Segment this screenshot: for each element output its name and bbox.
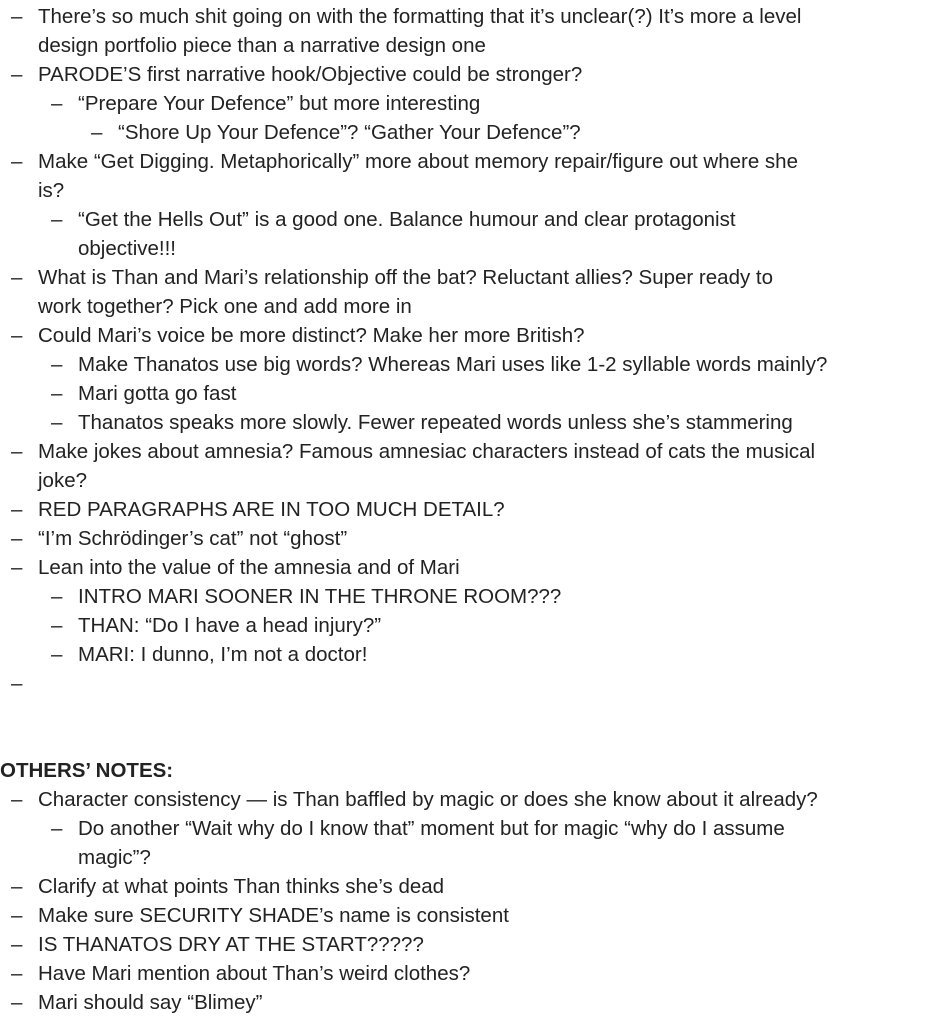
list-item-text: Clarify at what points Than thinks she’s dead bbox=[38, 875, 445, 898]
bullet-dash: – bbox=[11, 5, 23, 28]
list-item-text: joke? bbox=[38, 469, 88, 492]
list-item-text: What is Than and Mari’s relationship off the bat? Reluctant allies? Super ready to bbox=[38, 266, 774, 289]
list-item-text: is? bbox=[38, 179, 65, 202]
bullet-dash: – bbox=[11, 63, 23, 86]
list-item bbox=[0, 437, 944, 466]
list-item bbox=[0, 611, 944, 640]
list-item-text: Make “Get Digging. Metaphorically” more about memory repair/figure out where she bbox=[38, 150, 798, 173]
bullet-dash: – bbox=[11, 150, 23, 173]
list-item-text: work together? Pick one and add more in bbox=[38, 295, 412, 318]
list-item-text: THAN: “Do I have a head injury?” bbox=[78, 614, 382, 637]
list-item-text: Lean into the value of the amnesia and of Mari bbox=[38, 556, 460, 579]
list-item bbox=[0, 930, 944, 959]
bullet-dash: – bbox=[51, 353, 63, 376]
list-item bbox=[0, 89, 944, 118]
list-item-text: INTRO MARI SOONER IN THE THRONE ROOM??? bbox=[78, 585, 562, 608]
list-item-text: Do another “Wait why do I know that” moment but for magic “why do I assume bbox=[78, 817, 785, 840]
list-item-text: “I’m Schrödinger’s cat” not “ghost” bbox=[38, 527, 348, 550]
bullet-dash: – bbox=[11, 266, 23, 289]
section-heading bbox=[0, 756, 944, 785]
empty-list-item[interactable] bbox=[0, 669, 944, 698]
list-item bbox=[0, 553, 944, 582]
bullet-dash: – bbox=[11, 556, 23, 579]
list-item bbox=[0, 60, 944, 89]
bullet-dash: – bbox=[51, 411, 63, 434]
list-item-text: Make sure SECURITY SHADE’s name is consistent bbox=[38, 904, 509, 927]
section-heading-text: OTHERS’ NOTES: bbox=[0, 759, 174, 782]
bullet-dash: – bbox=[51, 817, 63, 840]
list-item-text: Have Mari mention about Than’s weird clothes? bbox=[38, 962, 471, 985]
list-item-text: Character consistency — is Than baffled by magic or does she know about it already? bbox=[38, 788, 818, 811]
list-item bbox=[0, 640, 944, 669]
list-item-text: Mari gotta go fast bbox=[78, 382, 237, 405]
list-item-text: Mari should say “Blimey” bbox=[38, 991, 263, 1014]
bullet-dash: – bbox=[51, 208, 63, 231]
list-item-text: Make jokes about amnesia? Famous amnesiac characters instead of cats the musical bbox=[38, 440, 816, 463]
list-item-text: There’s so much shit going on with the formatting that it’s unclear(?) It’s more a level bbox=[38, 5, 802, 28]
spacer bbox=[0, 727, 944, 756]
bullet-dash: – bbox=[51, 643, 63, 666]
list-item bbox=[0, 321, 944, 350]
bullet-dash: – bbox=[11, 904, 23, 927]
list-item bbox=[0, 147, 944, 176]
spacer bbox=[0, 698, 944, 727]
bullet-dash: – bbox=[11, 440, 23, 463]
list-item-text: IS THANATOS DRY AT THE START????? bbox=[38, 933, 424, 956]
bullet-dash: – bbox=[11, 788, 23, 811]
list-item bbox=[0, 814, 944, 843]
list-item-continuation bbox=[0, 234, 944, 263]
list-item bbox=[0, 959, 944, 988]
bullet-dash: – bbox=[51, 614, 63, 637]
list-item-text: “Prepare Your Defence” but more interesting bbox=[78, 92, 481, 115]
bullet-dash: – bbox=[11, 962, 23, 985]
list-item-text: MARI: I dunno, I’m not a doctor! bbox=[78, 643, 368, 666]
list-item bbox=[0, 901, 944, 930]
list-item bbox=[0, 205, 944, 234]
list-item-text: objective!!! bbox=[78, 237, 176, 260]
bullet-dash: – bbox=[11, 498, 23, 521]
list-item bbox=[0, 785, 944, 814]
bullet-dash: – bbox=[11, 527, 23, 550]
bullet-dash: – bbox=[11, 875, 23, 898]
list-item bbox=[0, 118, 944, 147]
list-item bbox=[0, 872, 944, 901]
list-item-continuation bbox=[0, 843, 944, 872]
list-item bbox=[0, 379, 944, 408]
notes-document bbox=[0, 2, 944, 1017]
list-item-continuation bbox=[0, 31, 944, 60]
list-item-text: “Get the Hells Out” is a good one. Balance humour and clear protagonist bbox=[78, 208, 736, 231]
list-item bbox=[0, 350, 944, 379]
bullet-dash: – bbox=[91, 121, 103, 144]
list-item-text: PARODE’S first narrative hook/Objective could be stronger? bbox=[38, 63, 583, 86]
bullet-dash: – bbox=[51, 92, 63, 115]
bullet-dash: – bbox=[11, 991, 23, 1014]
list-item-text: Make Thanatos use big words? Whereas Mari uses like 1-2 syllable words mainly? bbox=[78, 353, 828, 376]
list-item-text: Thanatos speaks more slowly. Fewer repeated words unless she’s stammering bbox=[78, 411, 793, 434]
list-item-text: magic”? bbox=[78, 846, 151, 869]
list-item-continuation bbox=[0, 466, 944, 495]
list-item-text: Could Mari’s voice be more distinct? Make her more British? bbox=[38, 324, 585, 347]
list-item-continuation bbox=[0, 176, 944, 205]
list-item bbox=[0, 2, 944, 31]
bullet-dash: – bbox=[51, 382, 63, 405]
list-item bbox=[0, 582, 944, 611]
list-item bbox=[0, 988, 944, 1017]
list-item-text: design portfolio piece than a narrative design one bbox=[38, 34, 486, 57]
bullet-dash: – bbox=[11, 933, 23, 956]
list-item bbox=[0, 495, 944, 524]
list-item-continuation bbox=[0, 292, 944, 321]
bullet-dash: – bbox=[11, 672, 23, 695]
bullet-dash: – bbox=[11, 324, 23, 347]
list-item bbox=[0, 263, 944, 292]
list-item-text: RED PARAGRAPHS ARE IN TOO MUCH DETAIL? bbox=[38, 498, 505, 521]
list-item-text: “Shore Up Your Defence”? “Gather Your Defence”? bbox=[118, 121, 581, 144]
bullet-dash: – bbox=[51, 585, 63, 608]
list-item bbox=[0, 524, 944, 553]
list-item bbox=[0, 408, 944, 437]
